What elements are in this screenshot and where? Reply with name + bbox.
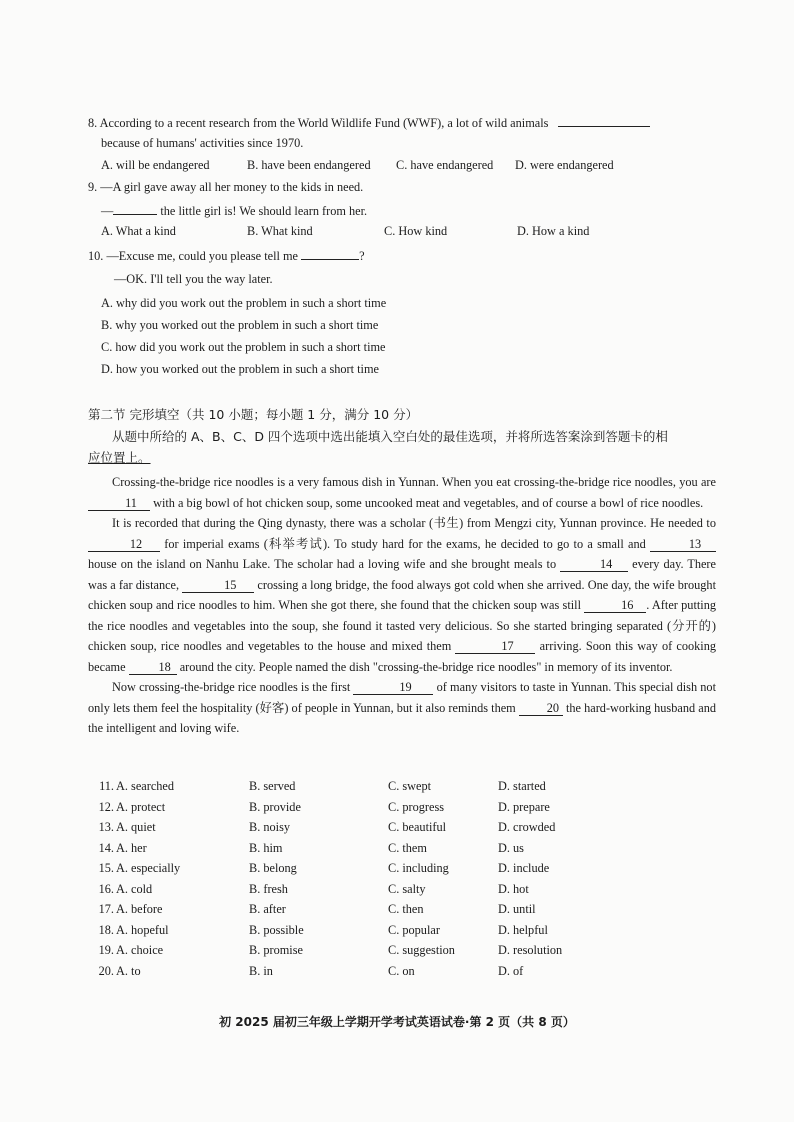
option-d: D. crowded: [498, 820, 556, 834]
option-a: A. her: [116, 840, 147, 855]
question-9-stem-cont: [101, 202, 367, 219]
option-a: A. choice: [116, 943, 164, 957]
option: B. What kind: [247, 224, 313, 238]
option-c: C. them: [388, 840, 427, 855]
item-number: 17.: [98, 902, 114, 916]
blank-12: 12: [88, 537, 160, 552]
option-b: B. fresh: [249, 881, 288, 896]
question-8-stem-cont: because of humans' activities since 1970.: [101, 136, 304, 150]
section-title: 第二节 完形填空（共 10 小题；每小题 1 分，满分 10 分）: [88, 407, 419, 422]
option-b: B. noisy: [249, 820, 290, 834]
passage-text: arriving. Soon this way of cooking became: [88, 639, 717, 674]
blank-14: 14: [560, 557, 628, 572]
item-number: 11.: [99, 779, 114, 793]
option-a: A. before: [116, 902, 163, 916]
page-footer: 初 2025 届初三年级上学期开学考试英语试卷·第 2 页（共 8 页）: [219, 1015, 575, 1029]
option-row: [86, 800, 606, 821]
option-a: A. protect: [116, 799, 166, 814]
item-number: 18.: [98, 922, 114, 937]
question-10-option-c: C. how did you work out the problem in such a short time: [101, 340, 386, 354]
question-10-option-d: D. how you worked out the problem in such a short time: [101, 362, 380, 376]
option-a: A. cold: [116, 881, 153, 896]
question-8-blank: [558, 114, 650, 127]
blank-16: 16: [584, 598, 646, 613]
option-c: C. salty: [388, 881, 426, 896]
passage-text: Crossing-the-bridge rice noodles is a very famous dish in Yunnan. When you eat crossing-the-bridge rice noodles, you are: [112, 475, 716, 489]
question-9-options: [101, 224, 661, 242]
option-a: A. hopeful: [116, 922, 169, 937]
passage-text: crossing a long bridge, the food always got cold when she arrived. One day, the wife brought chicken soup and rice noodles to him. When she got there, she found that the chicken soup was still: [88, 577, 716, 612]
option-c: C. on: [388, 963, 415, 978]
question-10-text: 10. —Excuse me, could you please tell me: [88, 249, 302, 263]
item-number: 12.: [98, 799, 114, 814]
blank-19: 19: [353, 680, 433, 695]
option: C. How kind: [384, 224, 448, 238]
option-b: B. in: [249, 963, 273, 978]
option-d: D. include: [498, 861, 550, 875]
item-number: 15.: [98, 861, 114, 875]
item-number: 20.: [98, 963, 114, 978]
question-10-option-b: B. why you worked out the problem in such a short time: [101, 318, 379, 332]
option-b: B. after: [249, 902, 286, 916]
option-a: A. searched: [116, 779, 175, 793]
passage-text: every day. There was a far distance,: [88, 557, 716, 592]
option-c: C. progress: [388, 799, 445, 814]
option-row: [86, 779, 606, 800]
option-d: D. resolution: [498, 943, 563, 957]
passage-paragraph-2: [88, 513, 716, 677]
option-row: [86, 861, 606, 882]
question-9-text: the little girl is! We should learn from her.: [157, 204, 368, 218]
option-c: C. popular: [388, 922, 440, 937]
option-c: C. beautiful: [388, 820, 447, 834]
passage-text: It is recorded that during the Qing dynasty, there was a scholar (书生) from Mengzi city, Yunnan province. He needed to: [112, 516, 716, 530]
option-row: [86, 943, 606, 964]
option-row: [86, 820, 606, 841]
question-9-stem: 9. —A girl gave away all her money to the kids in need.: [88, 180, 364, 194]
option-c: C. suggestion: [388, 943, 455, 957]
option-row: [86, 882, 606, 903]
option-row: [86, 841, 606, 862]
passage-paragraph-1: [88, 472, 716, 513]
question-10-stem: [88, 247, 365, 264]
question-8-text: 8. According to a recent research from the World Wildlife Fund (WWF), a lot of wild animals: [88, 116, 549, 130]
cloze-passage: [88, 472, 716, 739]
option-d: D. prepare: [498, 799, 550, 814]
passage-text: . After putting the rice noodles and vegetables into the soup, she found it tasted very delicious. So she started bringing separated (分开的) chicken soup, rice noodles and vegetables to the house and mixed them: [88, 598, 716, 653]
option-d: D. us: [498, 840, 524, 855]
option-b: B. served: [249, 779, 296, 793]
blank-18: 18: [129, 660, 177, 675]
option: D. How a kind: [517, 224, 590, 238]
option: D. were endangered: [515, 158, 614, 172]
passage-paragraph-3: [88, 677, 716, 739]
option: C. have endangered: [396, 158, 494, 172]
option-c: C. swept: [388, 779, 432, 793]
option-b: B. belong: [249, 861, 297, 875]
question-10-blank: [301, 247, 359, 260]
question-8-options: [101, 158, 661, 176]
option-a: A. to: [116, 963, 141, 978]
blank-20: 20: [519, 701, 563, 716]
question-10-option-a: A. why did you work out the problem in such a short time: [101, 296, 387, 310]
option-d: D. of: [498, 963, 524, 978]
option-b: B. promise: [249, 943, 303, 957]
option-a: A. quiet: [116, 820, 156, 834]
option-d: D. hot: [498, 881, 529, 896]
option: B. have been endangered: [247, 158, 371, 172]
item-number: 16.: [98, 881, 114, 896]
option-a: A. especially: [116, 861, 181, 875]
section-instructions: 从题中所给的 A、B、C、D 四个选项中选出能填入空白处的最佳选项，并将所选答案涂到答题卡的相: [112, 429, 668, 444]
option-b: B. provide: [249, 799, 301, 814]
option-b: B. him: [249, 840, 283, 855]
item-number: 14.: [98, 840, 114, 855]
option: A. What a kind: [101, 224, 176, 238]
passage-text: around the city. People named the dish "crossing-the-bridge rice noodles" in memory of its inventor.: [176, 659, 673, 674]
passage-text: Now crossing-the-bridge rice noodles is the first: [112, 680, 354, 694]
passage-text: house on the island on Nanhu Lake. The scholar had a loving wife and she brought meals to: [88, 557, 561, 571]
option-d: D. helpful: [498, 922, 548, 937]
blank-17: 17: [455, 639, 535, 654]
question-9-blank: [113, 202, 157, 215]
cloze-options: [86, 779, 606, 984]
option-row: [86, 902, 606, 923]
question-10-reply: —OK. I'll tell you the way later.: [114, 272, 273, 286]
option-row: [86, 923, 606, 944]
item-number: 19.: [98, 943, 114, 957]
question-8-stem: [88, 114, 650, 131]
option-c: C. including: [388, 861, 449, 875]
blank-11: 11: [88, 496, 150, 511]
passage-text: with a big bowl of hot chicken soup, some uncooked meat and vegetables, and of course a bowl of rice noodles.: [150, 495, 704, 510]
passage-text: for imperial exams (科举考试). To study hard for the exams, he decided to go to a small and: [160, 536, 650, 551]
passage-text: of many visitors to taste in Yunnan. This special dish not only lets them feel the hospitality (好客) of people in Yunnan, but it also reminds them: [88, 680, 717, 715]
option-d: D. until: [498, 902, 536, 916]
option-row: [86, 964, 606, 985]
option: A. will be endangered: [101, 158, 210, 172]
section-instructions-cont: 应位置上。: [88, 450, 151, 465]
option-b: B. possible: [249, 922, 304, 937]
blank-13: 13: [650, 537, 716, 552]
item-number: 13.: [98, 820, 114, 834]
blank-15: 15: [182, 578, 254, 593]
option-c: C. then: [388, 902, 424, 916]
question-mark: ?: [359, 249, 365, 263]
option-d: D. started: [498, 779, 546, 793]
dash: —: [101, 204, 114, 218]
passage-text: the hard-working husband and the intelligent and loving wife.: [88, 700, 716, 735]
